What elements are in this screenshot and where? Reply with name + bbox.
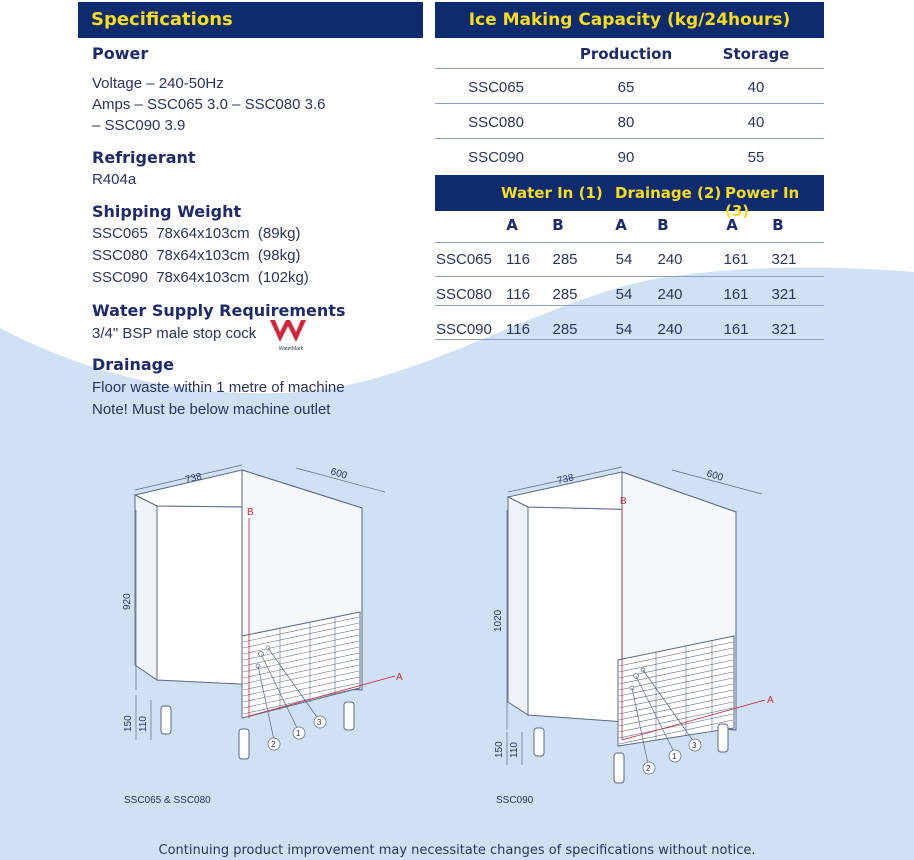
- specifications-title: Specifications: [78, 2, 423, 38]
- subhead-1: A: [506, 216, 518, 234]
- subhead-6: B: [772, 216, 784, 234]
- conn-row-1-model: SSC065: [436, 251, 492, 268]
- right-dim-width: 738: [556, 472, 575, 487]
- capacity-title: Ice Making Capacity (kg/24hours): [435, 2, 824, 38]
- conn-row-3-power-b: 321: [771, 321, 797, 338]
- right-label-a: A: [767, 695, 774, 706]
- diagram-ssc065-ssc080: [0, 440, 460, 820]
- shipping-line-2: SSC080 78x64x103cm (98kg): [92, 247, 301, 264]
- power-heading: Power: [92, 44, 149, 63]
- capacity-row-2-model: SSC080: [468, 114, 524, 131]
- left-label-b: B: [247, 507, 254, 518]
- refrigerant-value: R404a: [92, 171, 137, 188]
- capacity-row-3-model: SSC090: [468, 149, 524, 166]
- right-dim-height: 1020: [493, 609, 504, 632]
- conn-row-3-model: SSC090: [436, 321, 492, 338]
- refrigerant-heading: Refrigerant: [92, 148, 196, 167]
- power-line-1: Voltage – 240-50Hz: [92, 75, 224, 92]
- right-label-b: B: [620, 496, 627, 507]
- conn-row-2-model: SSC080: [436, 286, 492, 303]
- conn-row-3-water-b: 285: [552, 321, 578, 338]
- conn-row-2-water-b: 285: [552, 286, 578, 303]
- col-production-header: Production: [579, 45, 673, 63]
- left-dim-depth: 600: [329, 466, 349, 482]
- water-supply-value: 3/4" BSP male stop cock: [92, 325, 257, 342]
- footer-note: Continuing product improvement may necessitate changes of specifications without notice.: [158, 843, 756, 858]
- left-dim-height: 920: [122, 593, 133, 610]
- subhead-3: A: [615, 216, 627, 234]
- left-dim-leg1: 150: [123, 715, 134, 732]
- power-line-3: – SSC090 3.9: [92, 117, 186, 134]
- conn-row-3-drain-a: 54: [615, 321, 633, 338]
- drainage-line-1: Floor waste within 1 metre of machine: [92, 379, 345, 396]
- capacity-row-2-storage: 40: [747, 114, 765, 131]
- conn-row-2-power-b: 321: [771, 286, 797, 303]
- right-callout-2: 2: [646, 764, 651, 773]
- conn-row-2-power-a: 161: [723, 286, 749, 303]
- subhead-5: A: [726, 216, 738, 234]
- water-supply-heading: Water Supply Requirements: [92, 301, 346, 320]
- conn-row-1-drain-a: 54: [615, 251, 633, 268]
- conn-row-1-water-b: 285: [552, 251, 578, 268]
- conn-row-1-water-a: 116: [506, 251, 530, 268]
- right-diagram-caption: SSC090: [496, 795, 534, 806]
- capacity-row-1-production: 65: [617, 79, 635, 96]
- col-storage-header: Storage: [722, 45, 790, 63]
- watermark-label: WaterMark: [278, 346, 304, 352]
- left-dim-width: 738: [184, 471, 203, 486]
- conn-row-2-drain-b: 240: [657, 286, 683, 303]
- left-diagram-caption: SSC065 & SSC080: [124, 795, 211, 806]
- conn-row-3-water-a: 116: [506, 321, 530, 338]
- right-callout-3: 3: [692, 741, 697, 750]
- group-water-in: Water In (1): [501, 184, 603, 202]
- right-callout-1: 1: [672, 752, 677, 761]
- conn-row-1-power-a: 161: [723, 251, 749, 268]
- conn-row-2-drain-a: 54: [615, 286, 633, 303]
- drainage-line-2: Note! Must be below machine outlet: [92, 401, 331, 418]
- left-dim-leg2: 110: [138, 716, 149, 732]
- shipping-line-1: SSC065 78x64x103cm (89kg): [92, 225, 301, 242]
- left-callout-3: 3: [317, 718, 322, 727]
- group-drainage: Drainage (2): [615, 184, 722, 202]
- subhead-2: B: [552, 216, 564, 234]
- drainage-heading: Drainage: [92, 355, 174, 374]
- shipping-line-3: SSC090 78x64x103cm (102kg): [92, 269, 309, 286]
- left-callout-2: 2: [271, 740, 276, 749]
- left-callout-1: 1: [296, 729, 301, 738]
- left-label-a: A: [396, 672, 403, 683]
- conn-row-1-power-b: 321: [771, 251, 797, 268]
- capacity-row-2-production: 80: [617, 114, 635, 131]
- conn-row-3-drain-b: 240: [657, 321, 683, 338]
- power-line-2: Amps – SSC065 3.0 – SSC080 3.6: [92, 96, 326, 113]
- right-dim-depth: 600: [705, 468, 725, 484]
- conn-row-1-drain-b: 240: [657, 251, 683, 268]
- subhead-4: B: [657, 216, 669, 234]
- connections-header: [435, 175, 824, 220]
- right-dim-leg1: 150: [494, 741, 505, 758]
- capacity-section: [0, 0, 914, 345]
- conn-row-3-power-a: 161: [723, 321, 749, 338]
- right-dim-leg2: 110: [509, 742, 520, 758]
- shipping-heading: Shipping Weight: [92, 202, 242, 221]
- diagram-ssc090: [460, 440, 914, 820]
- conn-row-2-water-a: 116: [506, 286, 530, 303]
- capacity-row-3-production: 90: [617, 149, 635, 166]
- capacity-row-1-storage: 40: [747, 79, 765, 96]
- capacity-row-1-model: SSC065: [468, 79, 524, 96]
- capacity-row-3-storage: 55: [747, 149, 765, 166]
- group-power-in: Power In (3): [725, 184, 800, 220]
